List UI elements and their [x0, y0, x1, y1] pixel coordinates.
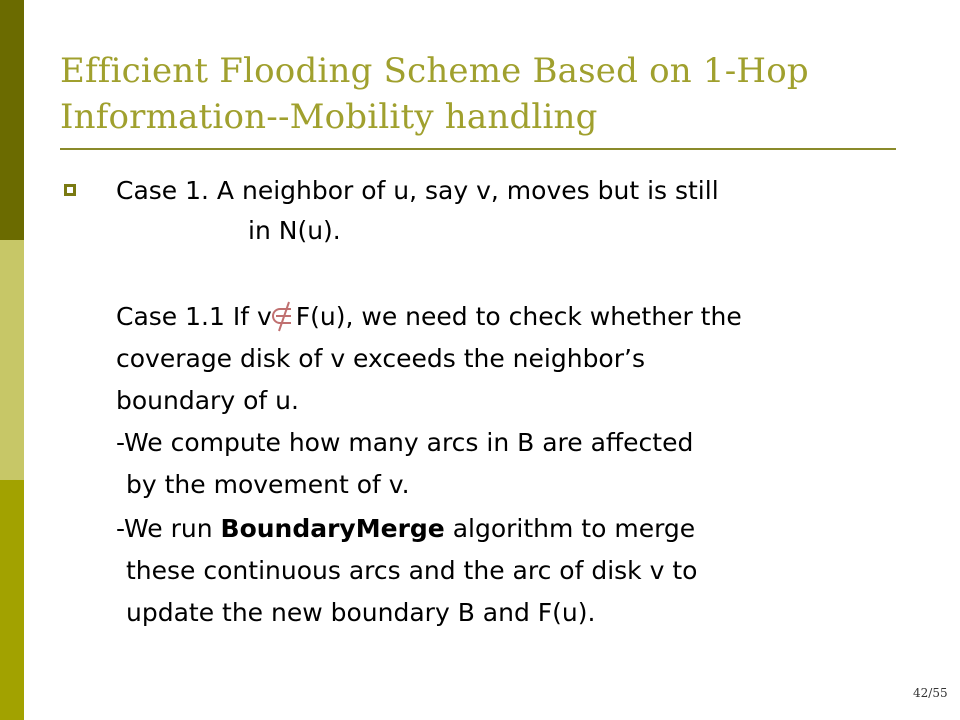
square-bullet-icon — [64, 184, 76, 196]
boundary-merge-term: BoundaryMerge — [220, 514, 445, 543]
title-line-2: Information--Mobility handling — [60, 97, 598, 137]
title-underline — [60, 148, 896, 150]
merge-line-2: these continuous arcs and the arc of disk v to — [126, 556, 698, 585]
arcs-line-2: by the movement of v. — [126, 470, 410, 499]
coverage-line: coverage disk of v exceeds the neighbor’s — [116, 344, 645, 373]
left-accent-bar-top — [0, 0, 24, 240]
merge-prefix: -We run — [116, 514, 221, 543]
merge-line-1 — [116, 514, 695, 544]
case11-suffix: F(u), we need to check whether the — [295, 302, 742, 331]
case11-line — [116, 302, 742, 332]
left-accent-bar-middle — [0, 240, 24, 480]
case11-prefix: Case 1.1 If v — [116, 302, 272, 331]
boundary-line: boundary of u. — [116, 386, 299, 415]
page-number: 42/55 — [913, 686, 948, 700]
case1-line-1: Case 1. A neighbor of u, say v, moves but is still — [116, 176, 719, 205]
title-line-1: Efficient Flooding Scheme Based on 1-Hop — [60, 51, 809, 91]
arcs-line-1: -We compute how many arcs in B are affected — [116, 428, 694, 457]
merge-suffix: algorithm to merge — [444, 514, 696, 543]
not-element-of-symbol-icon — [272, 302, 296, 332]
merge-line-3: update the new boundary B and F(u). — [126, 598, 596, 627]
case1-line-2: in N(u). — [248, 216, 341, 245]
slide-title — [60, 48, 920, 140]
left-accent-bar-bottom — [0, 480, 24, 720]
